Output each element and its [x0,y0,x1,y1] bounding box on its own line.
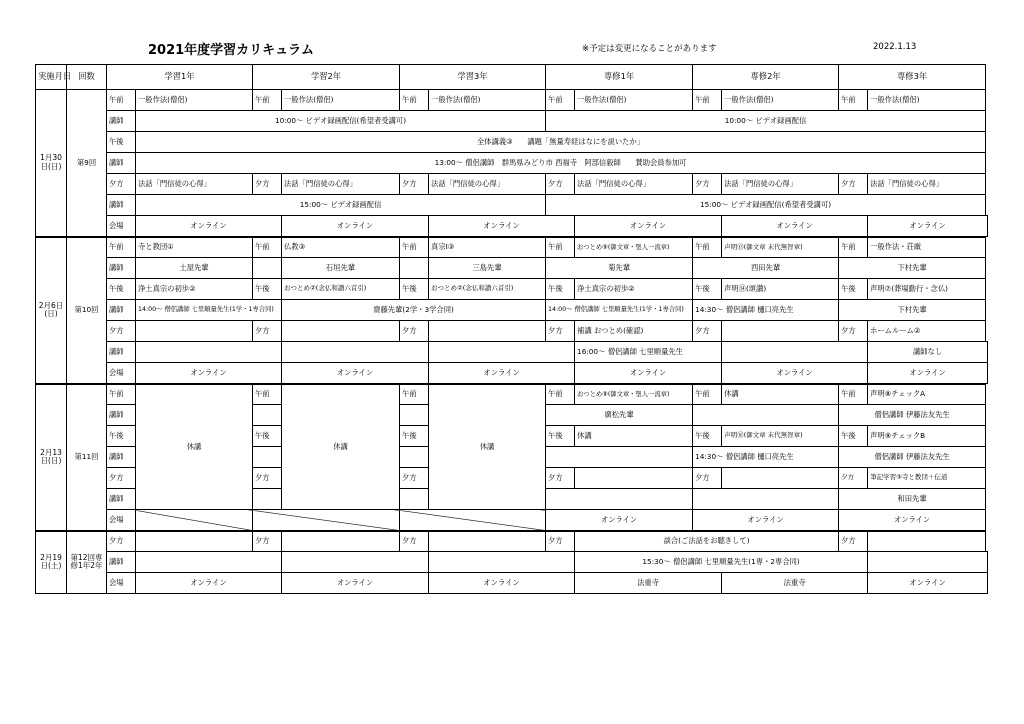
time-label: 夕方 [546,531,575,552]
diagonal-slash [136,510,253,531]
time-label: 夕方 [400,321,429,342]
time-label: 講師 [107,342,136,363]
schedule-cell: 休講 [575,426,693,447]
time-label: 午前 [693,237,722,258]
venue-cell: 法重寺 [722,573,868,594]
venue-cell: オンライン [575,216,722,237]
schedule-cell: ホームルーム② [868,321,986,342]
lecturer-cell: 石垣先輩 [282,258,400,279]
time-label: 夕方 [400,174,429,195]
schedule-cell: 一般作法(僧侶) [429,90,546,111]
table-row [36,174,988,195]
lecturer-cell: 16:00～ 僧侶講師 七里順量先生 [575,342,722,363]
schedule-cell: 法話「門信徒の心得」 [722,174,839,195]
schedule-cell: 一般作法(僧侶) [136,90,253,111]
session-date: 1月30日(日) [36,90,67,237]
schedule-cell: 浄土真宗の初歩② [136,279,253,300]
session-date: 2月6日(日) [36,237,67,384]
column-header-senshu3: 専修3年 [839,65,986,90]
time-label: 夕方 [253,468,282,489]
lecturer-cell: 西田先輩 [693,258,839,279]
table-row [36,321,988,342]
time-label: 午前 [693,384,722,405]
venue-cell: オンライン [282,216,429,237]
table-row [36,195,988,216]
column-header-date: 実施月日 [36,65,67,90]
table-row [36,342,988,363]
lecturer-cell: 15:00～ ビデオ録画配信(希望者受講可) [546,195,986,216]
time-label: 会場 [107,363,136,384]
venue-cell: オンライン [429,573,575,594]
venue-cell: オンライン [868,363,988,384]
schedule-cell: 談合(ご法話をお聴きして) [575,531,839,552]
schedule-cell: 法話「門信徒の心得」 [282,174,400,195]
time-label: 夕方 [253,174,282,195]
schedule-cell: 浄土真宗の初歩② [575,279,693,300]
lecturer-cell: 和田先輩 [839,489,986,510]
time-label: 午後 [546,279,575,300]
time-label: 夕方 [107,174,136,195]
schedule-cell: 法話「門信徒の心得」 [136,174,253,195]
time-label: 午前 [839,237,868,258]
schedule-cell: 声明⑨チェックB [868,426,986,447]
time-label: 午前 [839,384,868,405]
lecturer-cell: 15:00～ ビデオ録画配信 [136,195,546,216]
time-label: 午前 [107,237,136,258]
schedule-cell: 一般作法(僧侶) [575,90,693,111]
venue-cell: オンライン [722,363,868,384]
time-label: 午前 [253,90,282,111]
session-number: 第12回専修1年2年 [67,531,107,594]
time-label: 午前 [253,237,282,258]
table-row [36,90,988,111]
cancelled-cell: 休講 [282,384,400,510]
table-row [36,300,988,321]
schedule-cell: 声明⑦(葬場勤行・念仏) [868,279,986,300]
time-label: 夕方 [253,321,282,342]
schedule-cell: 一般作法・荘厳 [868,237,986,258]
schedule-cell: 真宗Ⅰ③ [429,237,546,258]
time-label: 夕方 [107,468,136,489]
time-label: 午前 [107,90,136,111]
time-label: 講師 [107,111,136,132]
column-header-senshu2: 専修2年 [693,65,839,90]
venue-cell: オンライン [868,573,988,594]
time-label: 午後 [107,279,136,300]
lecturer-cell: 僧侶講師 伊藤法友先生 [839,447,986,468]
lecturer-cell: 三島先輩 [429,258,546,279]
time-label: 講師 [107,195,136,216]
time-label: 夕方 [839,468,868,489]
schedule-cell: おつとめ⑨(御文章・聖人一流章) [575,237,693,258]
header-row [36,65,988,90]
venue-cell: 法重寺 [575,573,722,594]
venue-cell: オンライン [136,363,282,384]
diagonal-slash [253,510,400,531]
venue-cell: オンライン [868,216,988,237]
schedule-cell: 全体講義③ 講題「無量寿経はなにを説いたか」 [136,132,986,153]
schedule-cell: 声明⑧チェックA [868,384,986,405]
venue-cell: オンライン [136,573,282,594]
table-row [36,111,988,132]
schedule-cell: 休講 [722,384,839,405]
time-label: 夕方 [253,531,282,552]
table-row [36,216,988,237]
time-label: 午前 [107,384,136,405]
table-row [36,552,988,573]
session-number: 第11回 [67,384,107,531]
column-header-gakushu2: 学習2年 [253,65,400,90]
lecturer-cell: 講師なし [868,342,988,363]
time-label: 午後 [107,132,136,153]
venue-cell: オンライン [693,510,839,531]
table-row [36,258,988,279]
lecturer-cell: 下村先輩 [839,300,986,321]
column-header-gakushu3: 学習3年 [400,65,546,90]
venue-cell: オンライン [282,363,429,384]
time-label: 夕方 [693,321,722,342]
schedule-cell: 法話「門信徒の心得」 [575,174,693,195]
lecturer-cell: 15:30～ 僧侶講師 七里順量先生(1専・2専合同) [575,552,868,573]
time-label: 夕方 [400,531,429,552]
table-row [36,384,988,405]
column-header-gakushu1: 学習1年 [107,65,253,90]
table-row [36,363,988,384]
table-row [36,573,988,594]
venue-cell: オンライン [722,216,868,237]
time-label: 午前 [546,384,575,405]
venue-cell: オンライン [546,510,693,531]
schedule-cell: 仏教③ [282,237,400,258]
venue-cell: オンライン [575,363,722,384]
lecturer-cell: 14:30～ 僧侶講師 樋口亮先生 [693,447,839,468]
time-label: 講師 [107,153,136,174]
schedule-cell: 一般作法(僧侶) [868,90,986,111]
column-header-senshu1: 専修1年 [546,65,693,90]
schedule-cell: おつとめ②(念仏和讃六首引) [282,279,400,300]
time-label: 夕方 [839,174,868,195]
diagonal-slash [400,510,546,531]
time-label: 午前 [546,237,575,258]
time-label: 夕方 [546,468,575,489]
time-label: 午前 [839,90,868,111]
table-row [36,531,988,552]
cancelled-cell: 休講 [429,384,546,510]
venue-cell: オンライン [429,216,575,237]
time-label: 夕方 [839,531,868,552]
time-label: 午後 [839,279,868,300]
schedule-cell: 補講 おつとめ(確認) [575,321,693,342]
time-label: 午後 [107,426,136,447]
time-label: 午後 [839,426,868,447]
venue-cell: オンライン [839,510,986,531]
revision-date: 2022.1.13 [873,42,917,52]
schedule-cell: 寺と教団① [136,237,253,258]
table-row [36,153,988,174]
change-notice: ※予定は変更になることがあります [582,44,717,54]
schedule-cell: 法話「門信徒の心得」 [429,174,546,195]
schedule-cell: おつとめ⑨(御文章・聖人一流章) [575,384,693,405]
time-label: 夕方 [546,321,575,342]
lecturer-cell: 14:00～ 僧侶講師 七里順量先生(1学・1専合同) [546,300,693,321]
time-label: 夕方 [107,531,136,552]
time-label: 会場 [107,510,136,531]
time-label: 午後 [546,426,575,447]
time-label: 午後 [253,426,282,447]
time-label: 午前 [253,384,282,405]
lecturer-cell: 10:00～ ビデオ録画配信 [546,111,986,132]
venue-cell: オンライン [136,216,282,237]
lecturer-cell: 下村先輩 [839,258,986,279]
time-label: 会場 [107,216,136,237]
schedule-cell: 声明⑬(御文章 末代無智章) [722,237,839,258]
lecturer-cell: 14:30～ 僧侶講師 樋口亮先生 [693,300,839,321]
session-date: 2月19日(土) [36,531,67,594]
time-label: 午前 [400,384,429,405]
table-row [36,132,988,153]
time-label: 会場 [107,573,136,594]
session-number: 第9回 [67,90,107,237]
time-label: 講師 [107,258,136,279]
time-label: 午前 [400,90,429,111]
time-label: 午後 [400,279,429,300]
schedule-cell: 一般作法(僧侶) [282,90,400,111]
time-label: 夕方 [693,468,722,489]
lecturer-cell: 土屋先輩 [136,258,253,279]
time-label: 講師 [107,552,136,573]
time-label: 夕方 [839,321,868,342]
schedule-cell: 法話「門信徒の心得」 [868,174,986,195]
time-label: 午後 [400,426,429,447]
time-label: 午前 [546,90,575,111]
session-number: 第10回 [67,237,107,384]
session-date: 2月13日(日) [36,384,67,531]
lecturer-cell: 廣松先輩 [546,405,693,426]
schedule-cell: 声明⑯(御文章 末代無智章) [722,426,839,447]
time-label: 夕方 [107,321,136,342]
time-label: 講師 [107,405,136,426]
lecturer-cell: 齋藤先輩(2学・3学合同) [282,300,546,321]
time-label: 午後 [693,426,722,447]
schedule-cell: おつとめ②(念仏和讃六首引) [429,279,546,300]
time-label: 夕方 [400,468,429,489]
table-row [36,237,988,258]
venue-cell: オンライン [282,573,429,594]
lecturer-cell: 僧侶講師 伊藤法友先生 [839,405,986,426]
curriculum-table [35,64,988,594]
schedule-cell: 一般作法(僧侶) [722,90,839,111]
table-row [36,510,988,531]
schedule-cell: 声明⑭(頌讃) [722,279,839,300]
time-label: 講師 [107,447,136,468]
lecturer-cell: 14:00～ 僧侶講師 七里順量先生(1学・1専合同) [136,300,282,321]
time-label: 午後 [693,279,722,300]
time-label: 午後 [253,279,282,300]
lecturer-cell: 13:00～ 僧侶講師 群馬県みどり市 西福寺 阿部信毅師 賛助会員参加可 [136,153,986,174]
table-row [36,279,988,300]
time-label: 午前 [400,237,429,258]
schedule-cell: 筆記学習③寺と教団＋伝道 [868,468,986,489]
column-header-kai: 回数 [67,65,107,90]
venue-cell: オンライン [429,363,575,384]
lecturer-cell: 菊先輩 [546,258,693,279]
page-title: 2021年度学習カリキュラム [148,43,315,58]
lecturer-cell: 10:00～ ビデオ録画配信(希望者受講可) [136,111,546,132]
time-label: 講師 [107,489,136,510]
time-label: 午前 [693,90,722,111]
time-label: 講師 [107,300,136,321]
cancelled-cell: 休講 [136,384,253,510]
time-label: 夕方 [546,174,575,195]
time-label: 夕方 [693,174,722,195]
